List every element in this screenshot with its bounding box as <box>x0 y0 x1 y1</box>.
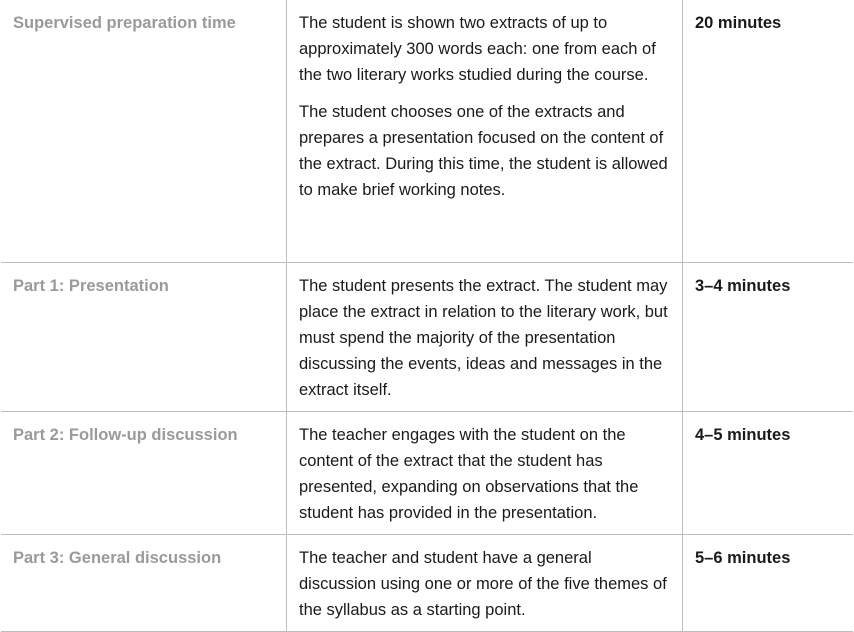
stage-duration: 4–5 minutes <box>683 412 854 535</box>
table-row <box>1 412 853 535</box>
stage-label: Part 2: Follow-up discussion <box>1 412 287 535</box>
table-row <box>1 263 853 412</box>
stage-duration: 3–4 minutes <box>683 263 854 412</box>
description-paragraph: The teacher engages with the student on the content of the extract that the student has presented, expanding on observations that the student has provided in the presentation. <box>299 426 639 522</box>
stage-description <box>287 0 683 263</box>
stage-duration: 20 minutes <box>683 0 854 263</box>
assessment-table <box>1 0 853 632</box>
stage-duration: 5–6 minutes <box>683 535 854 632</box>
table-row <box>1 0 853 263</box>
description-paragraph: The student is shown two extracts of up to approximately 300 words each: one from each of the two literary works studied during the course. <box>299 14 656 84</box>
stage-label: Part 3: General discussion <box>1 535 287 632</box>
description-paragraph: The student chooses one of the extracts and prepares a presentation focused on the content of the extract. During this time, the student is allowed to make brief working notes. <box>299 103 668 199</box>
stage-description <box>287 412 683 535</box>
description-paragraph: The teacher and student have a general discussion using one or more of the five themes of the syllabus as a starting point. <box>299 549 667 619</box>
stage-description <box>287 263 683 412</box>
stage-label: Part 1: Presentation <box>1 263 287 412</box>
table-row <box>1 535 853 632</box>
stage-description <box>287 535 683 632</box>
stage-label: Supervised preparation time <box>1 0 287 263</box>
description-paragraph: The student presents the extract. The student may place the extract in relation to the literary work, but must spend the majority of the presentation discussing the events, ideas and messages in the extract itself. <box>299 277 668 399</box>
